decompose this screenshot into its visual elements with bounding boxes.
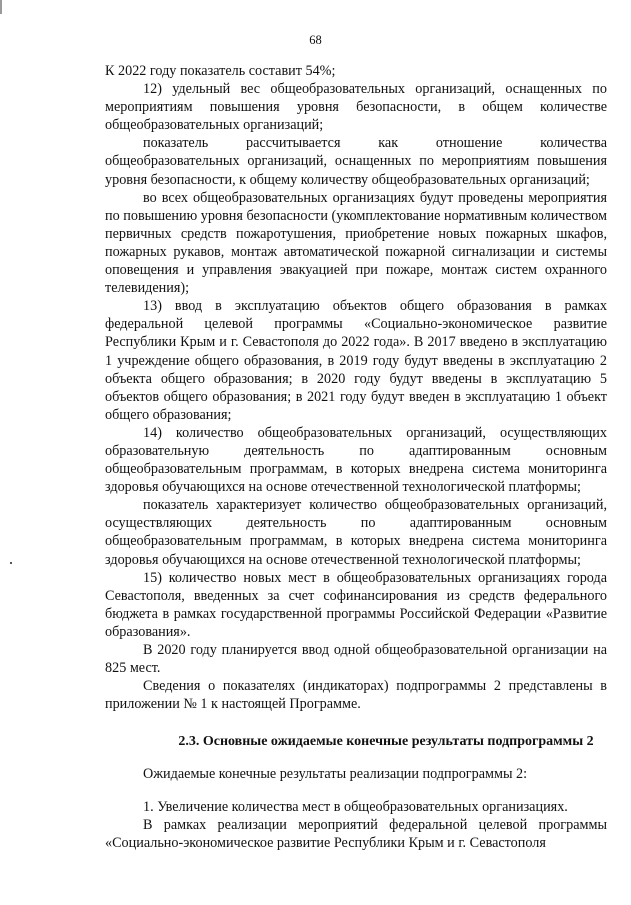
section-intro: Ожидаемые конечные результаты реализации подпрограммы 2: (143, 766, 528, 783)
paragraph-indicator-12: 12) удельный вес общеобразовательных организаций, оснащенных по мероприятиям повышения уровня безопасности, в общем количестве общеобразовательных организаций; (105, 81, 607, 134)
page-number: 68 (309, 33, 322, 47)
paragraph-appendix-reference: Сведения о показателях (индикаторах) подпрограммы 2 представлены в приложении № 1 к настоящей Программе. (105, 678, 607, 713)
paragraph-indicator-13: 13) ввод в эксплуатацию объектов общего образования в рамках федеральной целевой программы «Социально-экономическое развитие Республики Крым и г. Севастополя до 2022 года». В 2017 введено в эксплуатацию 1 учреждение общего образования, в 2019 году будут введены в эксплуатацию 2 объекта общего образования; в 2020 году будут введены в эксплуатацию 5 объектов общего образования; в 2021 году будут введен в эксплуатацию 1 объект общего образования; (105, 298, 607, 423)
scan-speck (10, 562, 12, 564)
paragraph-indicator-14: 14) количество общеобразовательных организаций, осуществляющих образовательную деятельность по адаптированным основным общеобразовательным программам, в которых внедрена система мониторинга здоровья обучающихся на основе отечественной технологической платформы; (105, 424, 607, 496)
paragraph-indicator-14-description: показатель характеризует количество общеобразовательных организаций, осуществляющих деятельность по адаптированным основным общеобразовательным программам, в которых внедрена система мониторинга здоровья обучающихся на основе отечественной технологической платформы; (105, 497, 607, 568)
scan-edge-mark (0, 0, 2, 14)
paragraph-indicator-12-calculation: показатель рассчитывается как отношение количества общеобразовательных организаций, оснащенных по мероприятиям повышения уровня безопасности, к общему количеству общеобразовательных организаций; (105, 135, 607, 188)
paragraph-target-2022: К 2022 году показатель составит 54%; (105, 63, 336, 79)
paragraph-plan-2020: В 2020 году планируется ввод одной общеобразовательной организации на 825 мест. (105, 642, 607, 677)
document-body (105, 62, 607, 852)
result-item-1: 1. Увеличение количества мест в общеобразовательных организациях. (143, 798, 568, 815)
paragraph-indicator-15: 15) количество новых мест в общеобразовательных организациях города Севастополя, введенных за счет софинансирования из средств федерального бюджета в рамках государственной программы Российской Федерации «Развитие образования». (105, 569, 607, 640)
paragraph-safety-measures: во всех общеобразовательных организациях будут проведены мероприятия по повышению уровня безопасности (укомплектование нормативным количеством первичных средств пожаротушения, приобретение новых пожарных шкафов, пожарных рукавов, монтаж автоматической пожарной сигнализации и системы оповещения и управления эвакуацией при пожаре, монтаж систем охранного телевидения); (105, 189, 607, 297)
result-item-1-text: В рамках реализации мероприятий федеральной целевой программы «Социально-экономическое развитие Республики Крым и г. Севастополя (105, 816, 607, 851)
section-heading: 2.3. Основные ожидаемые конечные результаты подпрограммы 2 (178, 734, 594, 750)
